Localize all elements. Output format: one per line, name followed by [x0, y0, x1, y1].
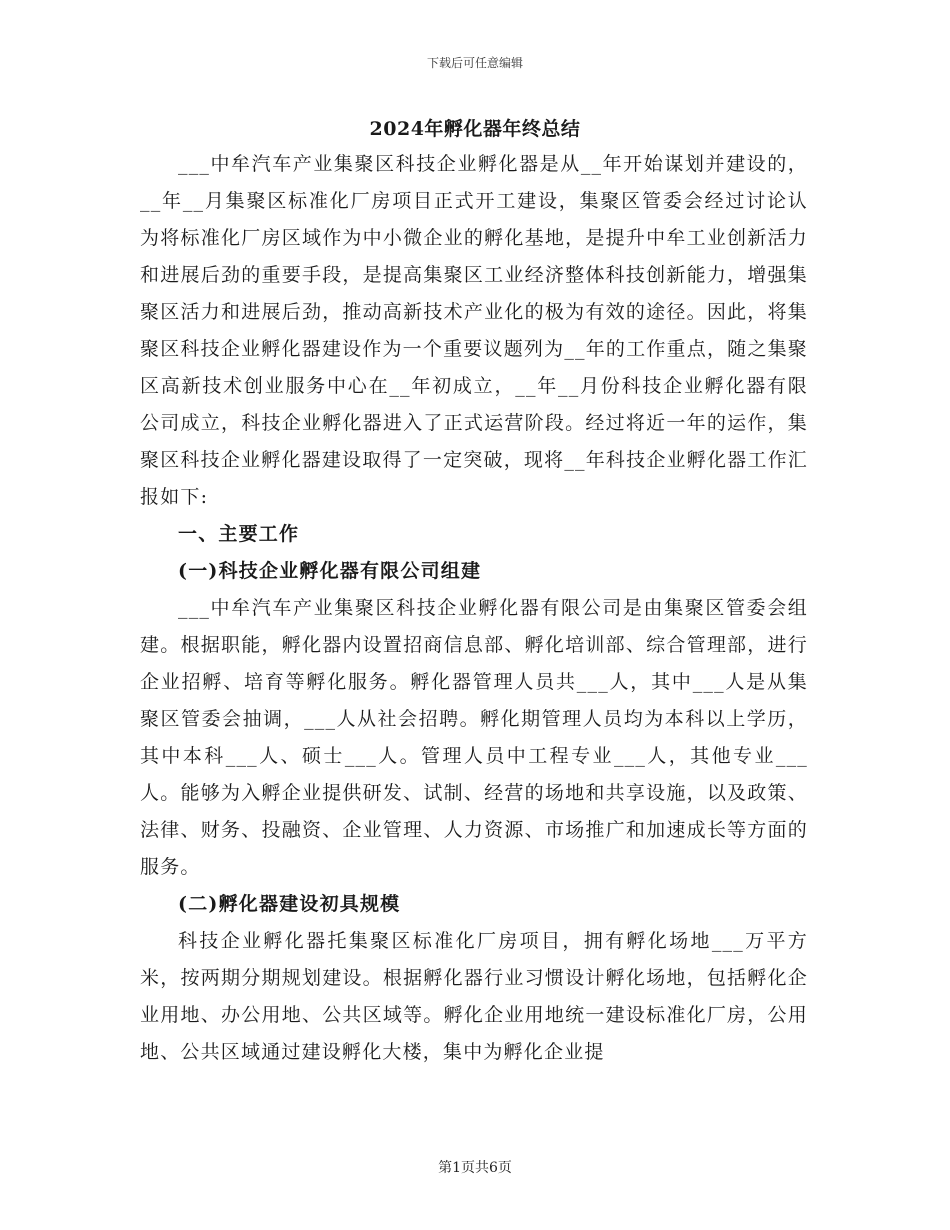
page-header-note: 下载后可任意编辑	[426, 56, 523, 70]
document-title: 2024年孵化器年终总结	[369, 118, 581, 140]
document-body	[140, 146, 808, 1071]
company-setup-paragraph: ___中牟汽车产业集聚区科技企业孵化器有限公司是由集聚区管委会组建。根据职能，孵化器内设置招商信息部、孵化培训部、综合管理部，进行企业招孵、培育等孵化服务。孵化器管理人员共___人，其中___人是从集聚区管委会抽调，___人从社会招聘。孵化期管理人员均为本科以上学历，其中本科___人、硕士___人。管理人员中工程专业___人，其他专业___人。能够为入孵企业提供研发、试制、经营的场地和共享设施，以及政策、法律、财务、投融资、企业管理、人力资源、市场推广和加速成长等方面的服务。	[140, 597, 808, 878]
subsection-heading-construction-scale: (二)孵化器建设初具规模	[178, 893, 401, 915]
section-heading-main-work: 一、主要工作	[178, 523, 300, 545]
subsection-heading-company-setup: (一)科技企业孵化器有限公司组建	[178, 560, 482, 582]
construction-scale-paragraph: 科技企业孵化器托集聚区标准化厂房项目，拥有孵化场地___万平方米，按两期分期规划建设。根据孵化器行业习惯设计孵化场地，包括孵化企业用地、办公用地、公共区域等。孵化企业用地统一建设标准化厂房，公用地、公共区域通过建设孵化大楼，集中为孵化企业提	[140, 930, 808, 1063]
page-number: 第1页共6页	[438, 1160, 512, 1176]
intro-paragraph: ___中牟汽车产业集聚区科技企业孵化器是从__年开始谋划并建设的，__年__月集聚区标准化厂房项目正式开工建设，集聚区管委会经过讨论认为将标准化厂房区域作为中小微企业的孵化基地，是提升中牟工业创新活力和进展后劲的重要手段，是提高集聚区工业经济整体科技创新能力，增强集聚区活力和进展后劲，推动高新技术产业化的极为有效的途径。因此，将集聚区科技企业孵化器建设作为一个重要议题列为__年的工作重点，随之集聚区高新技术创业服务中心在__年初成立，__年__月份科技企业孵化器有限公司成立，科技企业孵化器进入了正式运营阶段。经过将近一年的运作，集聚区科技企业孵化器建设取得了一定突破，现将__年科技企业孵化器工作汇报如下:	[140, 153, 808, 508]
